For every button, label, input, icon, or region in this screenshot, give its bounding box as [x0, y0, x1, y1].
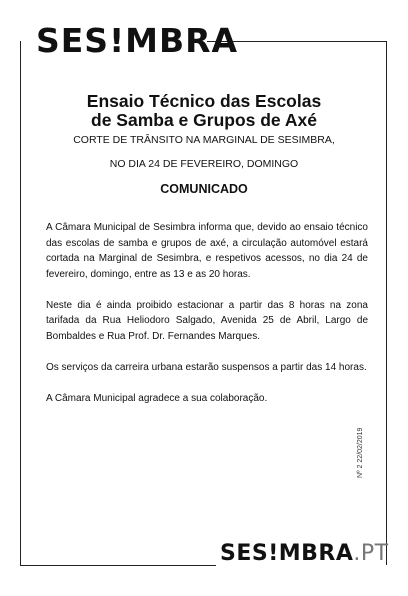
paragraph: Neste dia é ainda proibido estacionar a partir das 8 horas na zona tarifada da Rua Heliodoro Salgado, Avenida 25 de Abril, Largo de Bombaldes e Rua Prof. Dr. Fernandes Marques. [46, 299, 368, 342]
document-body [46, 220, 368, 422]
edition-date: 22/02/2019 [357, 427, 364, 463]
paragraph: A Câmara Municipal de Sesimbra informa que, devido ao ensaio técnico das escolas de samba e grupos de axé, a circulação automóvel estará cortada na Marginal de Sesimbra, e respetivos acessos, no dia 24 de fevereiro, domingo, entre as 13 e as 20 horas. [46, 222, 368, 280]
logo-main-text: SES!MBRA [220, 541, 354, 566]
subtitle-line-1: CORTE DE TRÂNSITO NA MARGINAL DE SESIMBRA, [73, 134, 335, 146]
paragraph: A Câmara Municipal agradece a sua colaboração. [46, 392, 268, 404]
title-line-2: de Samba e Grupos de Axé [91, 110, 317, 130]
document-subtitle [24, 128, 384, 176]
frame-left-line [20, 41, 21, 565]
subtitle-line-2: NO DIA 24 DE FEVEREIRO, DOMINGO [109, 158, 299, 170]
frame-right-line [386, 41, 387, 565]
sesimbra-logo: SES!MBRA [36, 21, 239, 60]
document-title [30, 92, 378, 130]
edition-note [355, 418, 367, 478]
section-heading: COMUNICADO [160, 182, 248, 196]
title-line-1: Ensaio Técnico das Escolas [86, 91, 322, 111]
sesimbra-pt-logo [220, 541, 389, 567]
frame-bottom-line [20, 565, 216, 566]
paragraph: Os serviços da carreira urbana estarão suspensos a partir das 14 horas. [46, 361, 367, 373]
logo-tld-text: .PT [353, 541, 389, 566]
edition-number: Nº 2 [357, 464, 364, 478]
